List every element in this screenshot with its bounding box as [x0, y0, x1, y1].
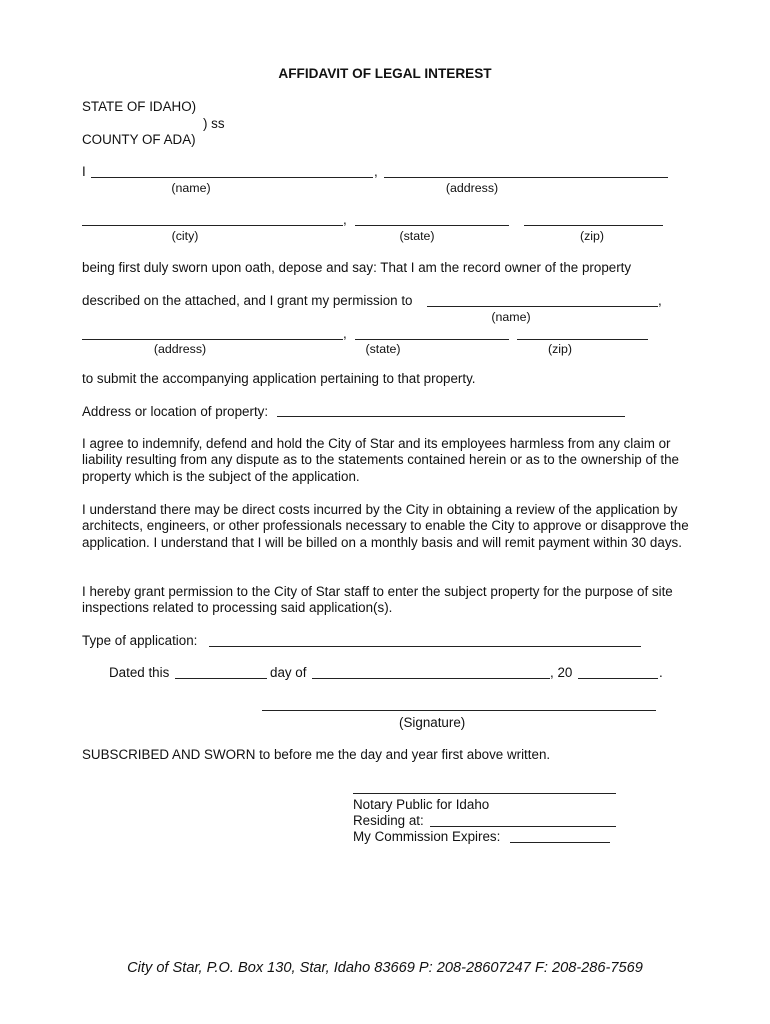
affiant-zip-label: (zip) — [579, 229, 605, 243]
affiant-city-label: (city) — [171, 229, 199, 243]
property-location-field[interactable] — [277, 416, 625, 417]
costs-paragraph: I understand there may be direct costs incurred by the City in obtaining a review of the application by architects, engineers, or other professionals necessary to enable the City to approve or disapprove the application. I understand that I will be billed on a monthly basis and will remit payment within 30 days. — [82, 502, 689, 550]
permission-name-label: (name) — [491, 310, 531, 324]
permission-address-field[interactable] — [82, 339, 343, 340]
permission-zip-label: (zip) — [547, 342, 573, 356]
affiant-city-field[interactable] — [82, 225, 343, 226]
affiant-comma: , — [374, 164, 378, 179]
permission-zip-field[interactable] — [517, 339, 648, 340]
document-title: AFFIDAVIT OF LEGAL INTEREST — [278, 66, 492, 81]
permission-state-field[interactable] — [355, 339, 509, 340]
dated-day-field[interactable] — [175, 678, 267, 679]
indemnify-paragraph: I agree to indemnify, defend and hold the City of Star and its employees harmless from any claim or liability resulting from any dispute as to the statements contained herein or as to the ownership of the property which is the subject of the application. — [82, 436, 679, 484]
affiant-name-label: (name) — [171, 181, 211, 195]
permission-state-label: (state) — [365, 342, 401, 356]
oath-text: being first duly sworn upon oath, depose and say: That I am the record owner of the property — [82, 260, 632, 275]
notary-commission-field[interactable] — [510, 842, 610, 843]
venue-ss: ) ss — [203, 116, 225, 131]
permission-name-field[interactable] — [427, 306, 658, 307]
dated-year-prefix: , 20 — [550, 665, 573, 680]
application-type-field[interactable] — [209, 646, 641, 647]
permission-address-label: (address) — [153, 342, 207, 356]
affiant-city-comma: , — [343, 212, 347, 227]
permission-address-comma: , — [343, 326, 347, 341]
affiant-address-label: (address) — [445, 181, 499, 195]
affiant-zip-field[interactable] — [524, 225, 663, 226]
affiant-state-label: (state) — [399, 229, 435, 243]
affiant-address-field[interactable] — [384, 177, 668, 178]
dated-year-field[interactable] — [578, 678, 658, 679]
permission-text: described on the attached, and I grant my permission to — [82, 293, 413, 308]
signature-field[interactable] — [262, 710, 656, 711]
affiant-name-field[interactable] — [91, 177, 373, 178]
dated-month-field[interactable] — [312, 678, 550, 679]
subscribed-text: SUBSCRIBED AND SWORN to before me the day and year first above written. — [82, 747, 551, 762]
property-location-label: Address or location of property: — [82, 404, 269, 419]
notary-residing-field[interactable] — [430, 826, 616, 827]
venue-county: COUNTY OF ADA) — [82, 132, 196, 147]
affiant-prefix: I — [82, 164, 86, 179]
notary-title: Notary Public for Idaho — [353, 797, 490, 812]
affiant-state-field[interactable] — [355, 225, 509, 226]
entry-paragraph: I hereby grant permission to the City of Star staff to enter the subject property for the purpose of site inspections related to processing said application(s). — [82, 584, 673, 616]
permission-comma: , — [658, 293, 662, 308]
submit-text: to submit the accompanying application pertaining to that property. — [82, 371, 476, 386]
notary-residing-label: Residing at: — [353, 813, 424, 828]
dated-period: . — [659, 665, 663, 680]
notary-commission-label: My Commission Expires: — [353, 829, 501, 844]
dated-day-of: day of — [270, 665, 307, 680]
venue-state: STATE OF IDAHO) — [82, 99, 197, 114]
footer-contact: City of Star, P.O. Box 130, Star, Idaho 83669 P: 208-28607247 F: 208-286-7569 — [127, 960, 643, 976]
notary-signature-field[interactable] — [353, 793, 616, 794]
application-type-label: Type of application: — [82, 633, 198, 648]
signature-label: (Signature) — [399, 715, 466, 730]
dated-prefix: Dated this — [109, 665, 170, 680]
